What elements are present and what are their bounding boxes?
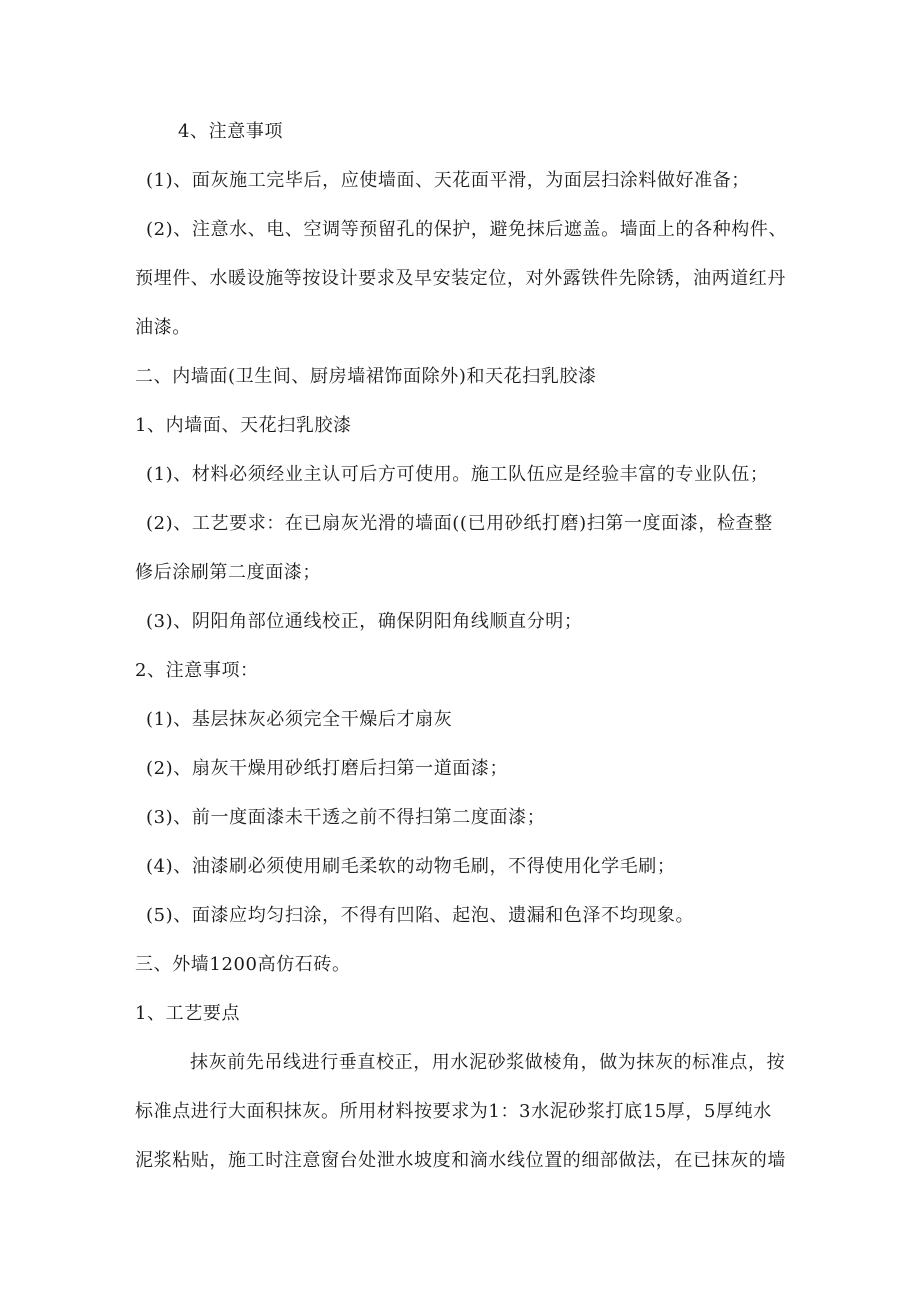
s2-2-item-2: (2)、扇灰干燥用砂纸打磨后扫第一道面漆； (146, 758, 509, 779)
section-3-title: 三、外墙1200高仿石砖。 (135, 954, 351, 975)
s3-1-paragraph-line-1: 抹灰前先吊线进行垂直校正，用水泥砂浆做棱角，做为抹灰的标准点，按 (190, 1052, 786, 1073)
s2-2-item-4: (4)、油漆刷必须使用刷毛柔软的动物毛刷，不得使用化学毛刷； (146, 856, 676, 877)
s4-item-2-line-3: 油漆。 (135, 317, 191, 338)
section-2-title: 二、内墙面(卫生间、厨房墙裙饰面除外)和天花扫乳胶漆 (135, 366, 597, 387)
s2-1-heading: 1、内墙面、天花扫乳胶漆 (135, 415, 352, 436)
section-4-heading: 4、注意事项 (178, 121, 284, 142)
s3-1-heading: 1、工艺要点 (135, 1003, 241, 1024)
s2-2-heading: 2、注意事项： (135, 660, 259, 681)
s2-1-item-2-line-1: (2)、工艺要求：在已扇灰光滑的墙面((已用砂纸打磨)扫第一度面漆，检查整 (146, 513, 773, 534)
s2-1-item-1: (1)、材料必须经业主认可后方可使用。施工队伍应是经验丰富的专业队伍； (146, 464, 769, 485)
s3-1-paragraph-line-2: 标准点进行大面积抹灰。所用材料按要求为1：3水泥砂浆打底15厚，5厚纯水 (135, 1101, 772, 1122)
s2-2-item-3: (3)、前一度面漆未干透之前不得扫第二度面漆； (146, 807, 546, 828)
s4-item-2-line-1: (2)、注意水、电、空调等预留孔的保护，避免抹后遮盖。墙面上的各种构件、 (146, 219, 788, 240)
s4-item-2-line-2: 预埋件、水暖设施等按设计要求及早安装定位，对外露铁件先除锈，油两道红丹 (135, 268, 786, 289)
s4-item-1: (1)、面灰施工完毕后，应使墙面、天花面平滑，为面层扫涂料做好准备； (146, 170, 750, 191)
s2-1-item-3: (3)、阴阳角部位通线校正，确保阴阳角线顺直分明； (146, 611, 583, 632)
s2-1-item-2-line-2: 修后涂刷第二度面漆； (135, 562, 321, 583)
s3-1-paragraph-line-3: 泥浆粘贴，施工时注意窗台处泄水坡度和滴水线位置的细部做法，在已抹灰的墙 (135, 1150, 786, 1171)
s2-2-item-1: (1)、基层抹灰必须完全干燥后才扇灰 (146, 709, 453, 730)
s2-2-item-5: (5)、面漆应均匀扫涂，不得有凹陷、起泡、遗漏和色泽不均现象。 (146, 905, 695, 926)
